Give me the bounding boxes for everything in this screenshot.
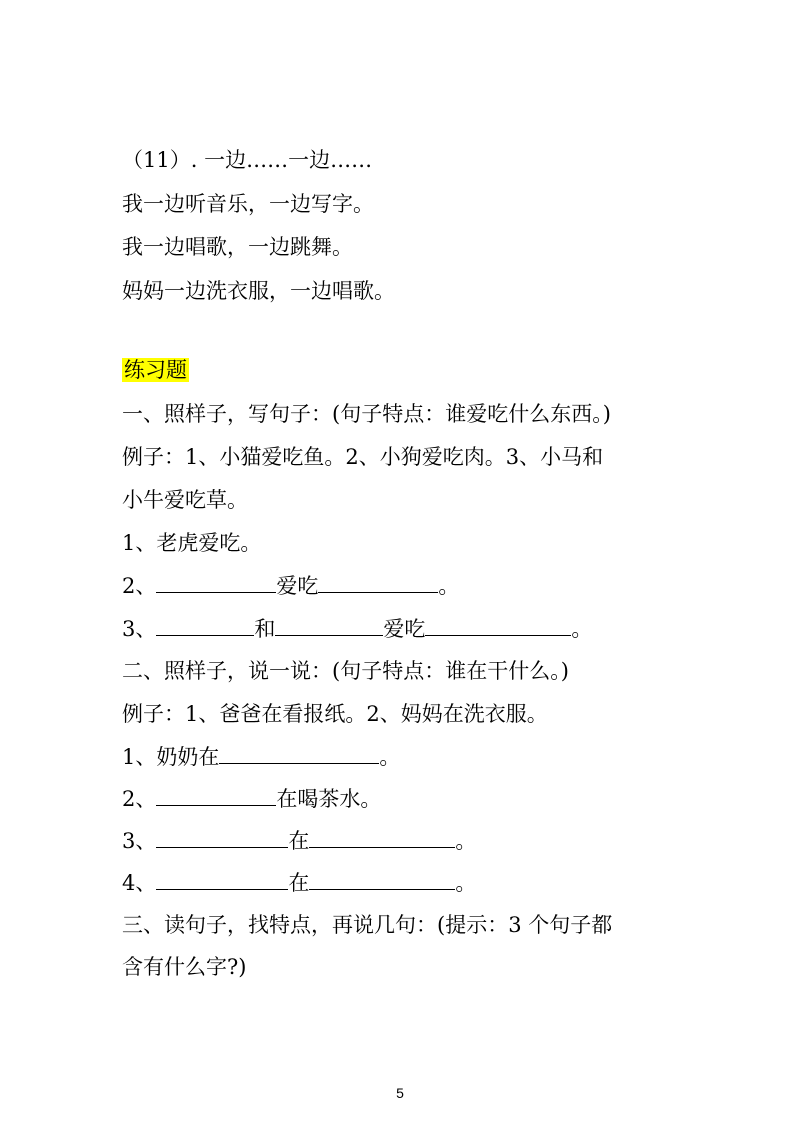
- example-sentence: 妈妈一边洗衣服，一边唱歌。: [122, 279, 395, 303]
- section-heading: （11）. 一边……一边……: [122, 148, 373, 172]
- item-text: 在: [288, 871, 310, 895]
- answer-blank[interactable]: [309, 827, 455, 848]
- example-sentence: 我一边唱歌，一边跳舞。: [122, 235, 353, 259]
- question-1-example-cont: 小牛爱吃草。: [122, 488, 248, 512]
- item-text: 和: [254, 617, 276, 641]
- item-number: 3、: [122, 617, 157, 641]
- exercise-title: [122, 356, 189, 384]
- answer-blank[interactable]: [156, 869, 288, 890]
- item-text: 。: [455, 871, 477, 895]
- question-2-item-4: [122, 869, 476, 897]
- question-1-title: 一、照样子，写句子：(句子特点：谁爱吃什么东西。): [122, 402, 611, 426]
- item-text: 在喝茶水。: [276, 787, 382, 811]
- question-1-item-3: [122, 615, 592, 643]
- page-number: 5: [396, 1085, 404, 1101]
- example-sentence: 我一边听音乐，一边写字。: [122, 192, 374, 216]
- answer-blank[interactable]: [425, 615, 571, 636]
- answer-blank[interactable]: [156, 572, 276, 593]
- question-2-title: 二、照样子，说一说：(句子特点：谁在干什么。): [122, 659, 569, 683]
- question-3-title: 三、读句子，找特点，再说几句：(提示：3 个句子都: [122, 913, 613, 937]
- question-1-item-1: 1、老虎爱吃。: [122, 531, 262, 555]
- item-number: 3、: [122, 829, 157, 853]
- answer-blank[interactable]: [156, 615, 254, 636]
- answer-blank[interactable]: [156, 827, 288, 848]
- question-1-item-2: [122, 572, 459, 600]
- item-text: 爱吃: [383, 617, 426, 641]
- item-number: 4、: [122, 871, 157, 895]
- answer-blank[interactable]: [156, 785, 276, 806]
- answer-blank[interactable]: [219, 743, 379, 764]
- item-text: 在: [288, 829, 310, 853]
- answer-blank[interactable]: [275, 615, 383, 636]
- question-2-item-1: [122, 743, 400, 771]
- answer-blank[interactable]: [318, 572, 438, 593]
- item-text: 。: [379, 745, 401, 769]
- item-text: 爱吃: [276, 574, 319, 598]
- item-text: 。: [455, 829, 477, 853]
- question-2-item-2: [122, 785, 381, 813]
- question-2-item-3: [122, 827, 476, 855]
- item-text: 。: [571, 617, 593, 641]
- item-text: 。: [438, 574, 460, 598]
- question-3-title-cont: 含有什么字?): [122, 955, 247, 979]
- item-number: 2、: [122, 787, 157, 811]
- answer-blank[interactable]: [309, 869, 455, 890]
- item-number: 2、: [122, 574, 157, 598]
- question-2-example: 例子：1、爸爸在看报纸。2、妈妈在洗衣服。: [122, 702, 548, 726]
- item-text: 1、奶奶在: [122, 745, 220, 769]
- exercise-title-text: 练习题: [124, 358, 187, 382]
- question-1-example: 例子：1、小猫爱吃鱼。2、小狗爱吃肉。3、小马和: [122, 445, 604, 469]
